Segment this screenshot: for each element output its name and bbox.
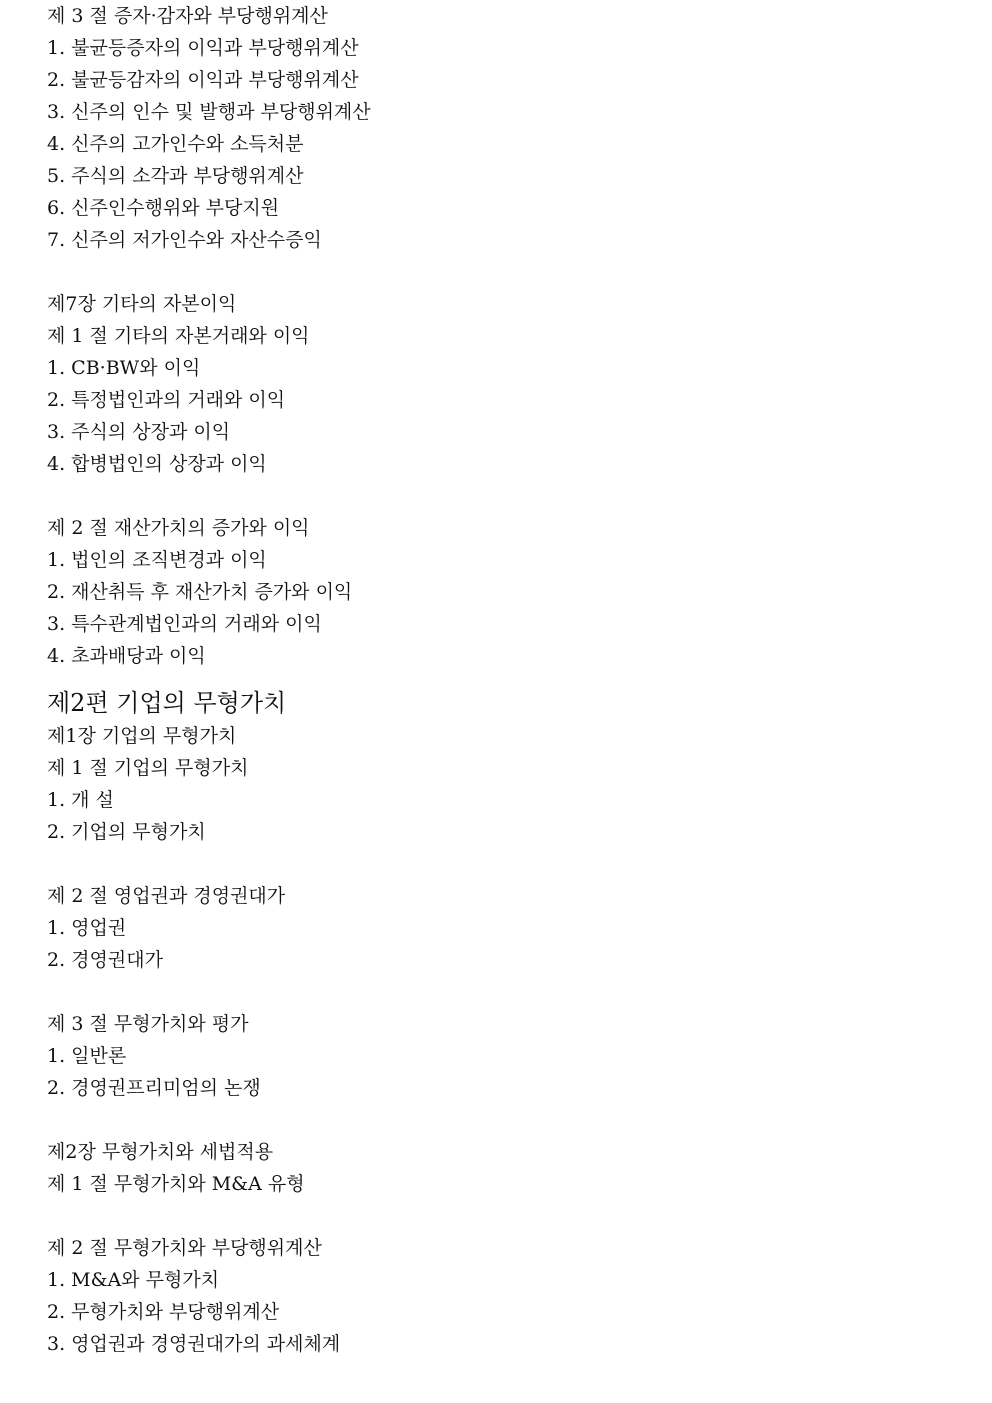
spacer [47, 1104, 967, 1136]
toc-item: 1. CB·BW와 이익 [47, 357, 201, 379]
toc-item: 4. 신주의 고가인수와 소득처분 [47, 133, 304, 155]
toc-section-block [47, 0, 967, 256]
toc-item: 3. 영업권과 경영권대가의 과세체계 [47, 1333, 341, 1355]
part-title: 제2편 기업의 무형가치 [47, 689, 287, 717]
spacer [47, 480, 967, 512]
toc-item: 2. 경영권대가 [47, 949, 163, 971]
toc-item: 2. 불균등감자의 이익과 부당행위계산 [47, 69, 359, 91]
toc-item: 2. 재산취득 후 재산가치 증가와 이익 [47, 581, 353, 603]
table-of-contents [47, 0, 967, 1360]
section-heading: 제 1 절 기업의 무형가치 [47, 757, 249, 779]
toc-item: 2. 기업의 무형가치 [47, 821, 206, 843]
toc-section-block [47, 1008, 967, 1104]
section-heading: 제 2 절 영업권과 경영권대가 [47, 885, 286, 907]
spacer [47, 1200, 967, 1232]
toc-section-block [47, 1136, 967, 1200]
toc-item: 4. 합병법인의 상장과 이익 [47, 453, 267, 475]
chapter-heading: 제7장 기타의 자본이익 [47, 293, 237, 315]
section-heading: 제 3 절 증자·감자와 부당행위계산 [47, 5, 328, 27]
toc-item: 1. 개 설 [47, 789, 114, 811]
toc-item: 1. 일반론 [47, 1045, 127, 1067]
toc-item: 2. 특정법인과의 거래와 이익 [47, 389, 286, 411]
section-heading: 제 1 절 기타의 자본거래와 이익 [47, 325, 310, 347]
section-heading: 제 3 절 무형가치와 평가 [47, 1013, 249, 1035]
toc-section-block [47, 512, 967, 672]
toc-item: 3. 주식의 상장과 이익 [47, 421, 231, 443]
chapter-heading: 제2장 무형가치와 세법적용 [47, 1141, 274, 1163]
spacer [47, 848, 967, 880]
toc-item: 2. 경영권프리미엄의 논쟁 [47, 1077, 261, 1099]
toc-item: 7. 신주의 저가인수와 자산수증익 [47, 229, 322, 251]
toc-item: 4. 초과배당과 이익 [47, 645, 206, 667]
toc-section-block [47, 1232, 967, 1360]
toc-item: 3. 특수관계법인과의 거래와 이익 [47, 613, 322, 635]
spacer [47, 976, 967, 1008]
toc-item: 1. 영업권 [47, 917, 127, 939]
section-heading: 제 2 절 재산가치의 증가와 이익 [47, 517, 310, 539]
toc-item: 6. 신주인수행위와 부당지원 [47, 197, 280, 219]
toc-item: 3. 신주의 인수 및 발행과 부당행위계산 [47, 101, 371, 123]
spacer [47, 256, 967, 288]
toc-section-block [47, 288, 967, 480]
toc-part-block [47, 686, 967, 848]
toc-item: 5. 주식의 소각과 부당행위계산 [47, 165, 304, 187]
toc-item: 1. 불균등증자의 이익과 부당행위계산 [47, 37, 359, 59]
chapter-heading: 제1장 기업의 무형가치 [47, 725, 237, 747]
toc-item: 1. M&A와 무형가치 [47, 1269, 220, 1291]
section-heading: 제 1 절 무형가치와 M&A 유형 [47, 1173, 305, 1195]
toc-item: 2. 무형가치와 부당행위계산 [47, 1301, 280, 1323]
section-heading: 제 2 절 무형가치와 부당행위계산 [47, 1237, 322, 1259]
toc-section-block [47, 880, 967, 976]
toc-item: 1. 법인의 조직변경과 이익 [47, 549, 267, 571]
